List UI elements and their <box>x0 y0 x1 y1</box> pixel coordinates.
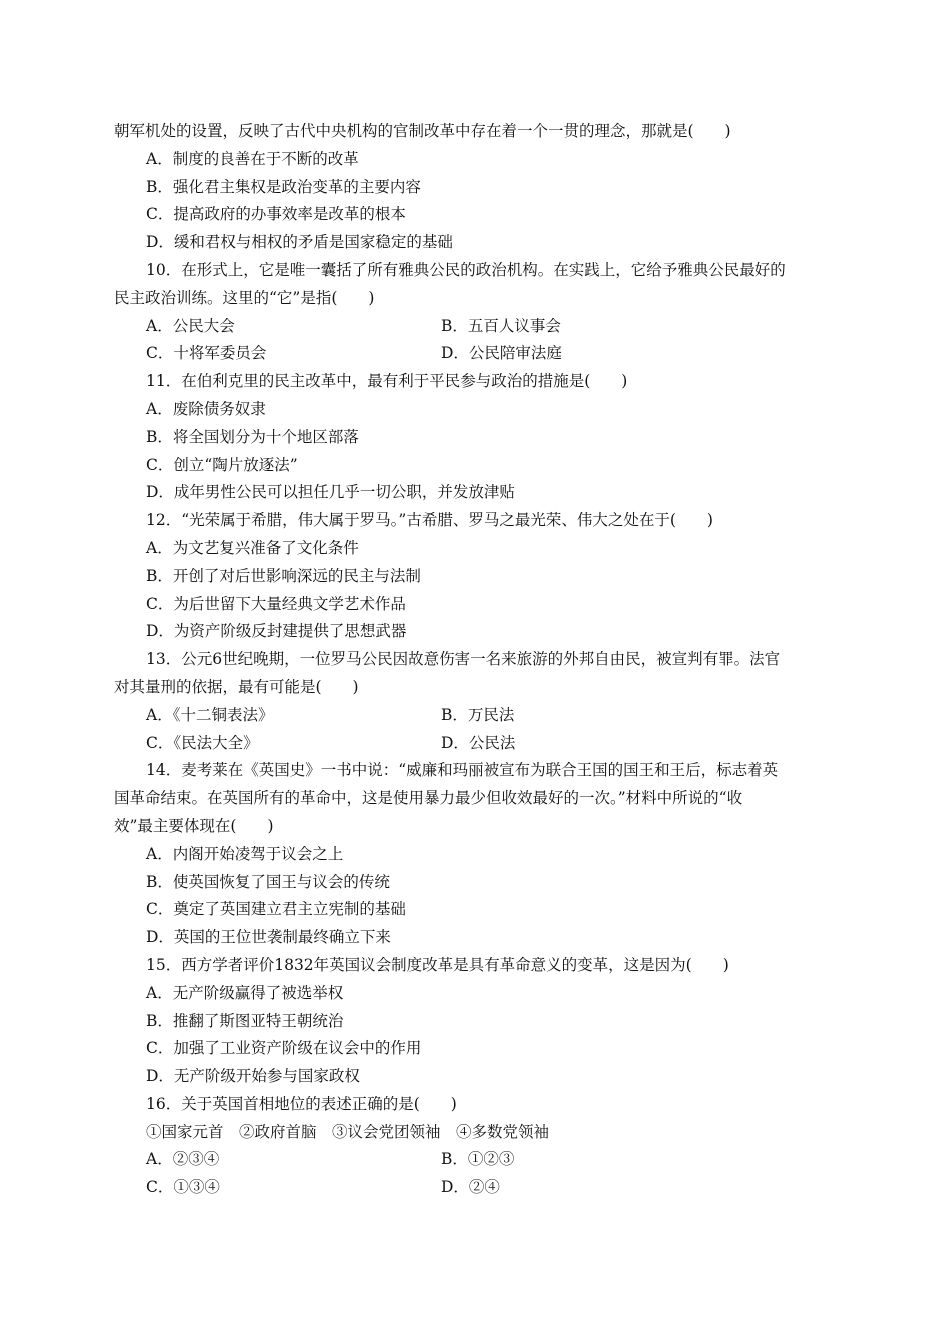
option-d: D．缓和君权与相权的矛盾是国家稳定的基础 <box>146 233 453 252</box>
option-c: C．十将军委员会 <box>146 344 267 363</box>
option-d: D．公民陪审法庭 <box>441 344 562 363</box>
question-13-stem: 13．公元6世纪晚期，一位罗马公民因故意伤害一名来旅游的外邦自由民，被宣判有罪。法官 <box>146 650 781 669</box>
question-16-stem: 16．关于英国首相地位的表述正确的是( ) <box>146 1094 457 1113</box>
option-c: C．①③④ <box>146 1178 220 1197</box>
option-d: D．②④ <box>441 1178 500 1197</box>
option-row <box>0 1174 950 1202</box>
option-b: B．使英国恢复了国王与议会的传统 <box>146 872 390 891</box>
option-b: B．推翻了斯图亚特王朝统治 <box>146 1011 344 1030</box>
option-a: A．内阁开始凌驾于议会之上 <box>146 844 344 863</box>
option-row <box>0 730 950 758</box>
document-page <box>0 118 950 1202</box>
option-c: C．创立“陶片放逐法” <box>146 455 298 474</box>
option-a: A．废除债务奴隶 <box>146 399 266 418</box>
option-b: B．开创了对后世影响深远的民主与法制 <box>146 566 421 585</box>
option-b: B．强化君主集权是政治变革的主要内容 <box>146 177 421 196</box>
option-c: C．奠定了英国建立君主立宪制的基础 <box>146 900 406 919</box>
option-c: C．加强了工业资产阶级在议会中的作用 <box>146 1039 422 1058</box>
question-15-stem: 15．西方学者评价1832年英国议会制度改革是具有革命意义的变革，这是因为( ) <box>146 955 729 974</box>
option-d: D．英国的王位世袭制最终确立下来 <box>146 928 391 947</box>
option-c: C．提高政府的办事效率是改革的根本 <box>146 205 406 224</box>
option-b: B．五百人议事会 <box>441 316 561 335</box>
question-12-stem: 12．“光荣属于希腊，伟大属于罗马。”古希腊、罗马之最光荣、伟大之处在于( ) <box>146 511 713 530</box>
option-row <box>0 313 950 341</box>
option-row <box>0 1146 950 1174</box>
question-16-items: ①国家元首 ②政府首脑 ③议会党团领袖 ④多数党领袖 <box>146 1122 550 1141</box>
question-10-stem-cont: 民主政治训练。这里的“它”是指( ) <box>114 288 375 307</box>
question-14-stem: 14．麦考莱在《英国史》一书中说：“威廉和玛丽被宣布为联合王国的国王和王后，标志着英 <box>146 761 779 780</box>
question-14-stem-cont: 国革命结束。在英国所有的革命中，这是使用暴力最少但收效最好的一次。”材料中所说的“收 <box>114 789 743 808</box>
option-a: A．②③④ <box>146 1150 220 1169</box>
option-row <box>0 340 950 368</box>
option-d: D．无产阶级开始参与国家政权 <box>146 1067 360 1086</box>
question-11-stem: 11．在伯利克里的民主改革中，最有利于平民参与政治的措施是( ) <box>146 372 628 391</box>
option-a: A．制度的良善在于不断的改革 <box>146 149 359 168</box>
option-a: A．《十二铜表法》 <box>146 705 274 724</box>
option-b: B．万民法 <box>441 705 515 724</box>
option-a: A．为文艺复兴准备了文化条件 <box>146 538 359 557</box>
option-d: D．成年男性公民可以担任几乎一切公职，并发放津贴 <box>146 483 515 502</box>
question-13-stem-cont: 对其量刑的依据，最有可能是( ) <box>114 677 359 696</box>
option-c: C．《民法大全》 <box>146 733 259 752</box>
option-c: C．为后世留下大量经典文学艺术作品 <box>146 594 406 613</box>
option-a: A．公民大会 <box>146 316 235 335</box>
option-d: D．公民法 <box>441 733 516 752</box>
option-a: A．无产阶级赢得了被选举权 <box>146 983 344 1002</box>
option-d: D．为资产阶级反封建提供了思想武器 <box>146 622 407 641</box>
question-stem: 朝军机处的设置，反映了古代中央机构的官制改革中存在着一个一贯的理念，那就是( ) <box>114 122 731 140</box>
option-row <box>0 702 950 730</box>
option-b: B．①②③ <box>441 1150 515 1169</box>
question-14-stem-cont: 效”最主要体现在( ) <box>114 816 274 835</box>
option-b: B．将全国划分为十个地区部落 <box>146 427 359 446</box>
question-10-stem: 10．在形式上，它是唯一囊括了所有雅典公民的政治机构。在实践上，它给予雅典公民最好的 <box>146 260 786 279</box>
